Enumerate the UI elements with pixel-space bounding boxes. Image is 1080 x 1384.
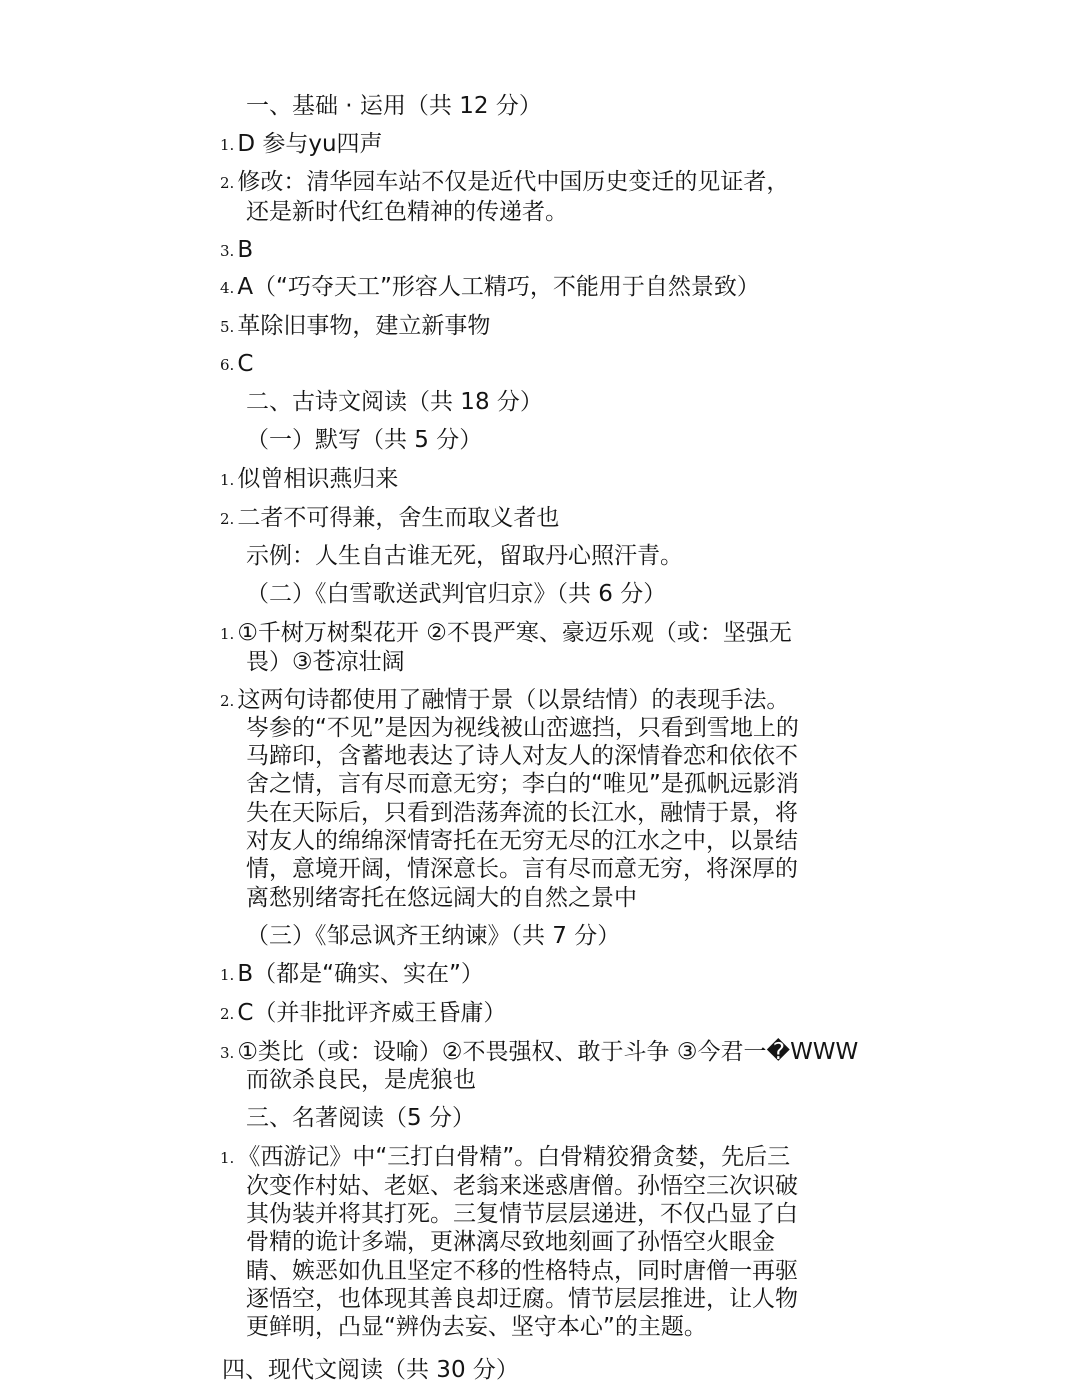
answer-text-continued: 更鲜明，凸显“辨伪去妄、坚守本心”的主题。 (246, 1314, 707, 1340)
subsection-heading: （二）《白雪歌送武判官归京》（共 6 分） (246, 581, 667, 607)
answer-text-continued: 离愁别绪寄托在悠远阔大的自然之景中 (246, 885, 637, 911)
answer-text: 革除旧事物，建立新事物 (237, 313, 491, 339)
answer-text: B（都是“确实、实在”） (237, 961, 484, 987)
answer-item (220, 504, 559, 533)
item-number: 1. (220, 471, 235, 489)
item-number: 2. (220, 174, 235, 192)
answer-text: 似曾相识燕归来 (237, 466, 399, 492)
answer-item (220, 273, 760, 302)
answer-text: 《西游记》中“三打白骨精”。白骨精狡猾贪婪，先后三 (237, 1144, 791, 1170)
answer-text: B (237, 237, 254, 263)
answer-item (220, 236, 253, 265)
item-number: 1. (220, 625, 235, 643)
answer-item (220, 312, 490, 341)
answer-text: ①千树万树梨花开 ②不畏严寒、豪迈乐观（或：坚强无 (237, 620, 792, 646)
answer-item (220, 960, 484, 989)
item-number: 2. (220, 510, 235, 528)
item-number: 3. (220, 1044, 235, 1062)
answer-text-continued: 畏）③苍凉壮阔 (246, 649, 405, 675)
answer-item (220, 686, 789, 715)
answer-item (220, 350, 253, 379)
answer-text-continued: 逐悟空，也体现其善良却迂腐。情节层层推进，让人物 (246, 1286, 798, 1312)
item-number: 6. (220, 356, 235, 374)
answer-item (220, 999, 506, 1028)
answer-text: ①类比（或：设喻）②不畏强权、敢于斗争 ③今君一�WWW (237, 1039, 859, 1065)
answer-item (220, 1143, 790, 1172)
answer-item (220, 1038, 858, 1067)
subsection-heading: （一）默写（共 5 分） (246, 427, 483, 453)
answer-text: A（“巧夺天工”形容人工精巧，不能用于自然景致） (237, 274, 760, 300)
subsection-heading: （三）《邹忌讽齐王纳谏》（共 7 分） (246, 923, 621, 949)
answer-text-continued: 睛、嫉恶如仇且坚定不移的性格特点，同时唐僧一再驱 (246, 1258, 798, 1284)
answer-item (220, 465, 398, 494)
answer-text-continued: 对友人的绵绵深情寄托在无穷无尽的江水之中，以景结 (246, 828, 798, 854)
answer-text-continued: 还是新时代红色精神的传递者。 (246, 199, 568, 225)
item-number: 1. (220, 136, 235, 154)
answer-text-continued: 马蹄印，含蓄地表达了诗人对友人的深情眷恋和依依不 (246, 743, 798, 769)
answer-text-continued: 而欲杀良民，是虎狼也 (246, 1067, 476, 1093)
item-number: 2. (220, 1005, 235, 1023)
answer-text-continued: 次变作村姑、老妪、老翁来迷惑唐僧。孙悟空三次识破 (246, 1173, 798, 1199)
answer-item (220, 619, 792, 648)
answer-text-continued: 舍之情，言有尽而意无穷；李白的“唯见”是孤帆远影消 (246, 771, 799, 797)
answer-text-continued: 骨精的诡计多端，更淋漓尽致地刻画了孙悟空火眼金 (246, 1229, 775, 1255)
answer-item (220, 130, 383, 159)
answer-text-continued: 其伪装并将其打死。三复情节层层递进，不仅凸显了白 (246, 1201, 798, 1227)
section-heading-cutoff: 四、现代文阅读（共 30 分） (222, 1357, 519, 1383)
section-heading: 二、古诗文阅读（共 18 分） (246, 389, 543, 415)
answer-text-continued: 情，意境开阔，情深意长。言有尽而意无穷，将深厚的 (246, 856, 798, 882)
answer-example: 示例：人生自古谁无死，留取丹心照汗青。 (246, 543, 683, 569)
answer-text: C（并非批评齐威王昏庸） (237, 1000, 507, 1026)
item-number: 5. (220, 318, 235, 336)
answer-text: 这两句诗都使用了融情于景（以景结情）的表现手法。 (237, 687, 790, 713)
item-number: 3. (220, 242, 235, 260)
answer-text-continued: 失在天际后，只看到浩荡奔流的长江水，融情于景，将 (246, 800, 798, 826)
answer-text: 二者不可得兼，舍生而取义者也 (237, 505, 560, 531)
item-number: 2. (220, 692, 235, 710)
section-heading: 一、基础 · 运用（共 12 分） (246, 93, 542, 119)
item-number: 1. (220, 966, 235, 984)
item-number: 1. (220, 1149, 235, 1167)
answer-text: D 参与yu四声 (237, 131, 383, 157)
section-heading: 三、名著阅读（5 分） (246, 1105, 475, 1131)
item-number: 4. (220, 279, 235, 297)
answer-text: C (237, 351, 254, 377)
answer-text: 修改：清华园车站不仅是近代中国历史变迁的见证者， (237, 169, 790, 195)
answer-text-continued: 岑参的“不见”是因为视线被山峦遮挡，只看到雪地上的 (246, 715, 799, 741)
answer-item (220, 168, 789, 197)
